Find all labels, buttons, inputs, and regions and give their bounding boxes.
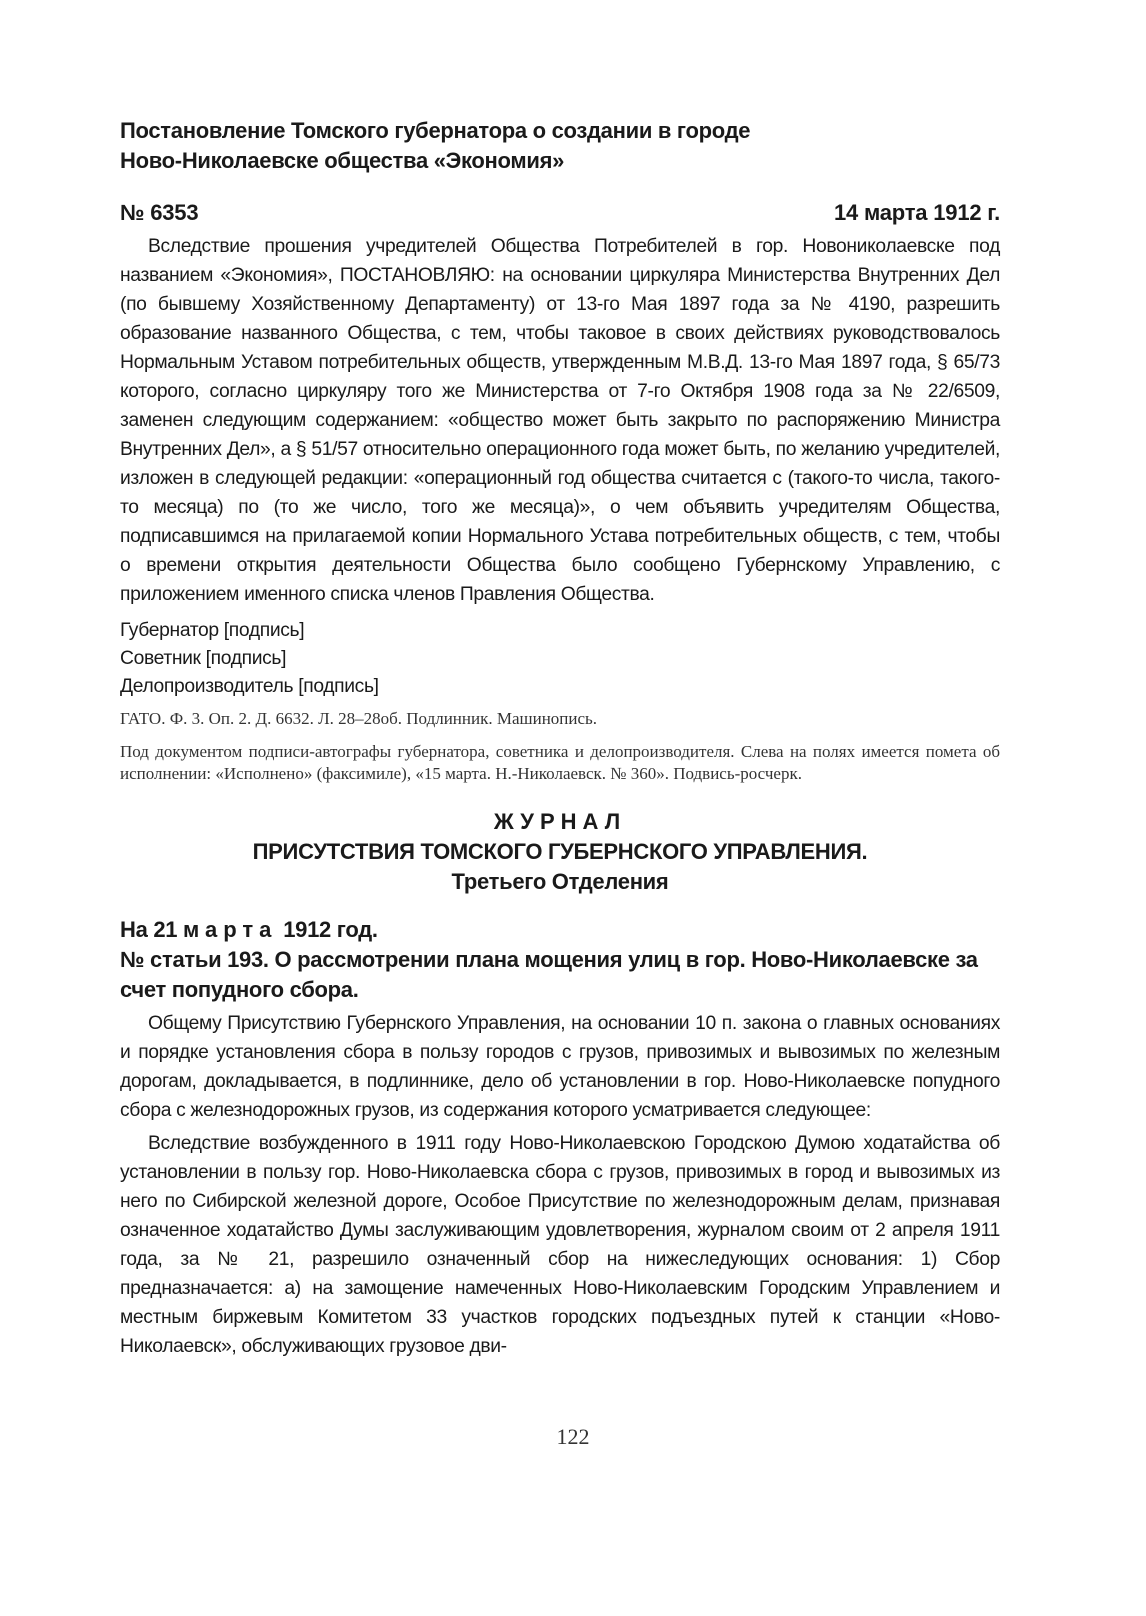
document-title-line-2: Ново-Николаевске общества «Экономия»: [120, 148, 565, 173]
page-number: 122: [556, 1424, 590, 1449]
article-title: № статьи 193. О рассмотрении плана мощения улиц в гор. Ново-Николаевске за счет попудного сбора.: [120, 947, 978, 1002]
journal-paragraph-2: Вследствие возбужденного в 1911 году Ново-Николаевскою Городскою Думою ходатайства об установлении в пользу гор. Ново-Николаевска сбора с грузов, привозимых в город и вывозимых из него по Сибирской железной дороге, Особое Присутствие по железнодорожным делам, признавая означенное ходатайство Думы заслуживающим удовлетворения, журналом своим от 2 апреля 1911 года, за № 21, разрешило означенный сбор на нижеследующих основания: 1) Сбор предназначается: а) на замощение намеченных Ново-Николаевским Городским Управлением и местным биржевым Комитетом 33 участков городских подъездных путей к станции «Ново-Николаевск», обслуживающих грузовое дви-: [120, 1133, 1000, 1357]
archive-reference: ГАТО. Ф. 3. Оп. 2. Д. 6632. Л. 28–28об. Подлинник. Машинопись.: [120, 709, 598, 728]
document-body-paragraph: Вследствие прошения учредителей Общества Потребителей в гор. Новониколаевске под названием «Экономия», ПОСТАНОВЛЯЮ: на основании циркуляра Министерства Внутренних Дел (по бывшему Хозяйственному Департаменту) от 13-го Мая 1897 года за № 4190, разрешить образование названного Общества, с тем, чтобы таковое в своих действиях руководствовалось Нормальным Уставом потребительных обществ, утвержденным М.В.Д. 13-го Мая 1897 года, § 65/73 которого, согласно циркуляру того же Министерства от 7-го Октября 1908 года за № 22/6509, заменен следующим содержанием: «общество может быть закрыто по распоряжению Министра Внутренних Дел», а § 51/57 относительно операционного года может быть, по желанию учредителей, изложен в следующей редакции: «операционный год общества считается с (такого-то числа, такого-то месяца) по (то же число, того же месяца)», о чем объявить учредителям Общества, подписавшимся на прилагаемой копии Нормального Устава потребительных обществ, с тем, чтобы о времени открытия деятельности Общества было сообщено Губернскому Управлению, с приложением именного списка членов Правления Общества.: [120, 236, 1000, 605]
document-meta-row: [120, 198, 1000, 228]
signature-advisor: Советник [подпись]: [120, 648, 287, 669]
journal-date-prefix: На 21: [120, 917, 178, 942]
journal-date-suffix: 1912 год.: [283, 917, 378, 942]
journal-heading-line-2: ПРИСУТСТВИЯ ТОМСКОГО ГУБЕРНСКОГО УПРАВЛЕНИЯ.: [252, 839, 868, 864]
page-content: [120, 116, 1000, 1361]
journal-heading-line-3: Третьего Отделения: [451, 869, 669, 894]
document-title-line-1: Постановление Томского губернатора о создании в городе: [120, 118, 751, 143]
document-number: № 6353: [120, 200, 199, 225]
journal-date-line: [120, 915, 1000, 945]
document-date: 14 марта 1912 г.: [833, 200, 1000, 225]
journal-heading-line-1: ЖУРНАЛ: [493, 809, 627, 834]
journal-heading: [120, 807, 1000, 897]
article-heading: [120, 915, 1000, 1005]
journal-date-month: марта: [183, 917, 278, 942]
signature-governor: Губернатор [подпись]: [120, 620, 305, 641]
editorial-note: Под документом подписи-автографы губернатора, советника и делопроизводителя. Слева на полях имеется помета об исполнении: «Исполнено» (факсимиле), «15 марта. Н.-Николаевск. № 360». Подвись-росчерк.: [120, 742, 1000, 783]
signature-block: [120, 617, 1000, 701]
journal-paragraph-1: Общему Присутствию Губернского Управления, на основании 10 п. закона о главных основаниях и порядке установления сбора в пользу городов с грузов, привозимых и вывозимых по железным дорогам, докладывается, в подлиннике, дело об установлении в гор. Ново-Николаевске попудного сбора с железнодорожных грузов, из содержания которого усматривается следующее:: [120, 1013, 1000, 1121]
document-title: [120, 116, 1000, 176]
signature-clerk: Делопроизводитель [подпись]: [120, 676, 379, 697]
